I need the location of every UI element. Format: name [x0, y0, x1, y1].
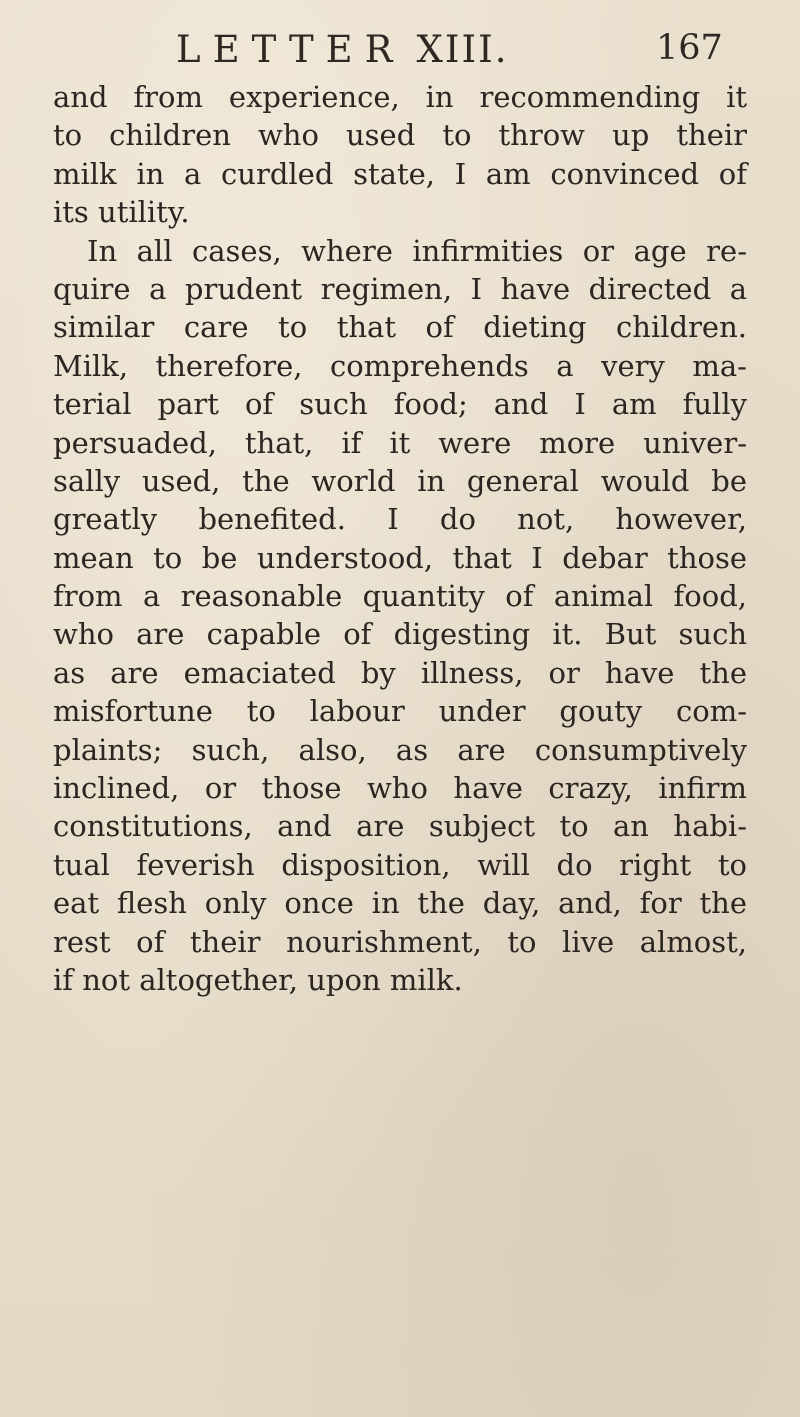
chapter-title: LETTER	[176, 28, 405, 71]
text-line: to children who used to throw up their	[53, 118, 747, 153]
text-line: milk in a curdled state, I am convinced of	[53, 156, 747, 191]
text-line: misfortune to labour under gouty com-	[53, 694, 747, 729]
text-line: its utility.	[53, 195, 190, 230]
text-line: plaints; such, also, as are consumptively	[53, 732, 747, 767]
text-line: who are capable of digesting it. But such	[53, 617, 747, 652]
text-line: inclined, or those who have crazy, infirm	[53, 771, 747, 806]
page-number: 167	[656, 28, 723, 68]
text-line: tual feverish disposition, will do right to	[53, 847, 747, 882]
body-text	[53, 78, 747, 999]
text-line: constitutions, and are subject to an habi-	[53, 809, 747, 844]
text-line: persuaded, that, if it were more univer-	[53, 425, 747, 460]
text-line: Milk, therefore, comprehends a very ma-	[53, 348, 747, 383]
text-line: if not altogether, upon milk.	[53, 962, 463, 997]
chapter-numeral: XIII.	[416, 28, 509, 71]
text-line: similar care to that of dieting children.	[53, 310, 747, 345]
text-line: as are emaciated by illness, or have the	[53, 655, 747, 690]
text-line: rest of their nourishment, to live almost,	[53, 924, 747, 959]
chapter-heading	[176, 28, 508, 71]
text-line: terial part of such food; and I am fully	[53, 387, 747, 422]
text-line: greatly benefited. I do not, however,	[53, 502, 747, 537]
paragraph-first-line: In all cases, where infirmities or age re-	[87, 233, 747, 268]
text-line: quire a prudent regimen, I have directed a	[53, 271, 747, 306]
running-head	[0, 0, 800, 90]
text-line: and from experience, in recommending it	[53, 80, 747, 114]
text-line: eat flesh only once in the day, and, for the	[53, 886, 747, 921]
text-line: from a reasonable quantity of animal food,	[53, 579, 747, 614]
text-line: mean to be understood, that I debar those	[53, 540, 747, 575]
text-line: sally used, the world in general would be	[53, 463, 747, 498]
